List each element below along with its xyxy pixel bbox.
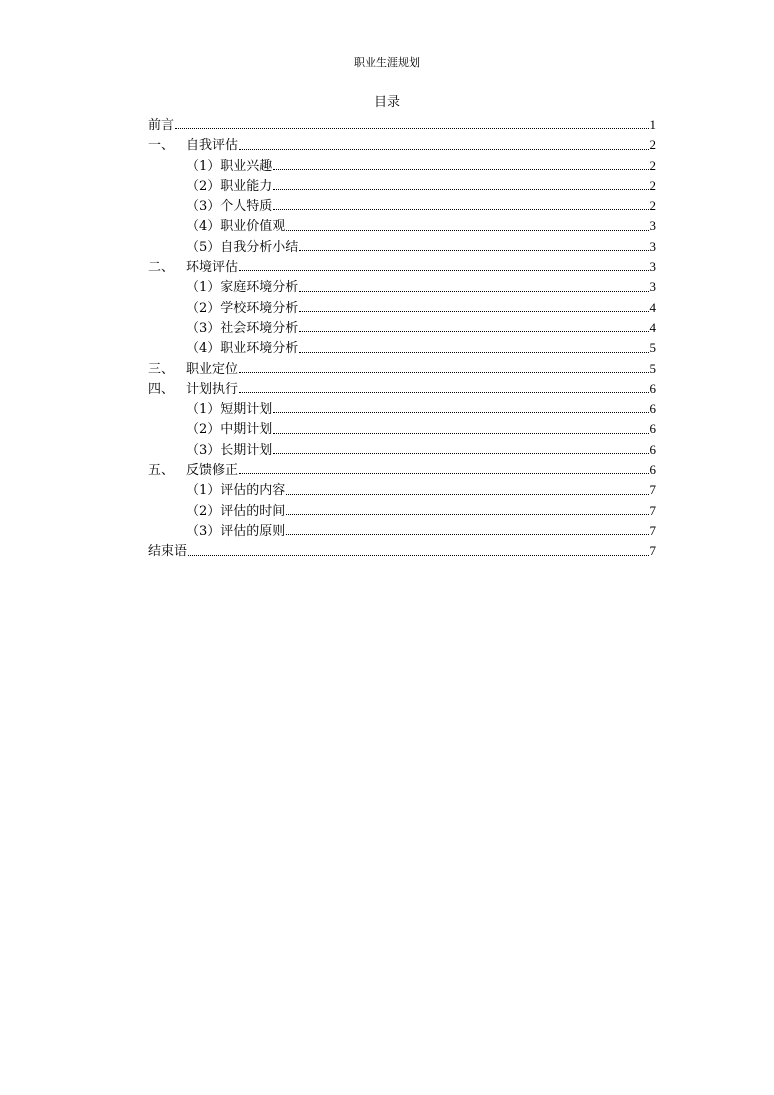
toc-leader-dots [239,391,648,393]
toc-entry-mid-term-plan[interactable] [148,419,656,439]
toc-page-number: 3 [649,259,656,275]
toc-entry-plan-execution[interactable] [148,379,656,399]
toc-page-number: 7 [649,502,656,518]
toc-entry-career-environment[interactable] [148,338,656,358]
toc-leader-dots [273,452,648,454]
toc-leader-dots [273,411,648,413]
toc-entry-text: （2）职业能力 [186,178,273,194]
toc-leader-dots [299,290,648,292]
toc-entry-school-environment[interactable] [148,298,656,318]
toc-entry-text: 前言 [148,118,175,133]
toc-section-number: 二、 [148,260,175,276]
toc-entry-preface[interactable] [148,115,656,135]
toc-entry-evaluation-principles[interactable] [148,521,656,541]
toc-leader-dots [286,533,648,535]
toc-entry-evaluation-time[interactable] [148,501,656,521]
toc-page-number: 2 [649,177,656,193]
toc-entry-career-values[interactable] [148,216,656,236]
toc-leader-dots [299,330,648,332]
toc-leader-dots [273,208,648,210]
toc-entry-text: （5）自我分析小结 [186,239,299,255]
toc-entry-text: 结束语 [148,544,188,560]
toc-section-number: 三、 [148,361,175,377]
toc-entry-text: 职业定位 [186,361,239,377]
toc-leader-dots [239,371,648,373]
toc-entry-text: （3）评估的原则 [186,523,286,539]
toc-entry-feedback-revision[interactable] [148,460,656,480]
toc-entry-text: （4）职业环境分析 [186,341,299,357]
toc-entry-personal-traits[interactable] [148,196,656,216]
toc-leader-dots [286,513,648,515]
toc-page-number: 6 [649,401,656,417]
toc-entry-text: 环境评估 [186,260,239,276]
toc-leader-dots [299,351,648,353]
toc-page-number: 4 [649,319,656,335]
toc-page-number: 2 [649,137,656,153]
toc-entry-text: （1）职业兴趣 [186,158,273,174]
toc-page-number: 1 [649,117,656,132]
toc-page-number: 3 [649,279,656,295]
toc-entry-text: （1）家庭环境分析 [186,280,299,296]
toc-entry-text: （4）职业价值观 [186,219,286,235]
toc-page-number: 6 [649,441,656,457]
toc-leader-dots [188,554,648,556]
toc-page-number: 6 [649,380,656,396]
toc-entry-text: （3）个人特质 [186,199,273,215]
toc-leader-dots [175,127,648,129]
toc-entry-short-term-plan[interactable] [148,399,656,419]
toc-entry-text: （1）评估的内容 [186,483,286,499]
toc-entry-long-term-plan[interactable] [148,440,656,460]
toc-leader-dots [299,249,648,251]
toc-entry-conclusion[interactable] [148,541,656,561]
toc-page-number: 2 [649,198,656,214]
toc-entry-text: （3）长期计划 [186,442,273,458]
toc-page-number: 7 [649,543,656,559]
toc-page-number: 5 [649,340,656,356]
toc-leader-dots [273,188,648,190]
toc-entry-text: 自我评估 [186,138,239,154]
toc-entry-text: （2）中期计划 [186,422,273,438]
toc-entry-text: （1）短期计划 [186,402,273,418]
toc-page-number: 4 [649,299,656,315]
toc-leader-dots [239,472,648,474]
toc-section-number: 五、 [148,463,175,479]
toc-entry-text: 计划执行 [186,381,239,397]
toc-leader-dots [299,310,648,312]
toc-section-number: 四、 [148,381,175,397]
toc-entry-text: （2）评估的时间 [186,503,286,519]
toc-page-number: 5 [649,360,656,376]
toc-section-number: 一、 [148,138,175,154]
page-header: 职业生涯规划 [354,56,420,69]
toc-leader-dots [273,168,648,170]
toc-entry-text: （2）学校环境分析 [186,300,299,316]
toc-page-number: 2 [649,157,656,173]
toc-page-number: 6 [649,421,656,437]
toc-entry-family-environment[interactable] [148,277,656,297]
toc-page-number: 7 [649,482,656,498]
toc-entry-social-environment[interactable] [148,318,656,338]
toc-entry-self-analysis-summary[interactable] [148,237,656,257]
toc-entry-text: （3）社会环境分析 [186,320,299,336]
toc-title: 目录 [373,95,400,110]
toc-entry-environment-assessment[interactable] [148,257,656,277]
toc-entry-career-interest[interactable] [148,156,656,176]
toc-page-number: 3 [649,218,656,234]
toc-page-number: 7 [649,522,656,538]
toc-entry-career-positioning[interactable] [148,359,656,379]
toc-leader-dots [239,148,648,150]
toc-page-number: 3 [649,238,656,254]
toc-page-number: 6 [649,462,656,478]
toc-entry-text: 反馈修正 [186,463,239,479]
toc-leader-dots [273,432,648,434]
toc-leader-dots [239,269,648,271]
toc-leader-dots [286,493,648,495]
toc-entry-evaluation-content[interactable] [148,480,656,500]
toc-leader-dots [286,229,648,231]
toc-entry-self-assessment[interactable] [148,135,656,155]
table-of-contents [148,115,656,562]
toc-entry-career-ability[interactable] [148,176,656,196]
